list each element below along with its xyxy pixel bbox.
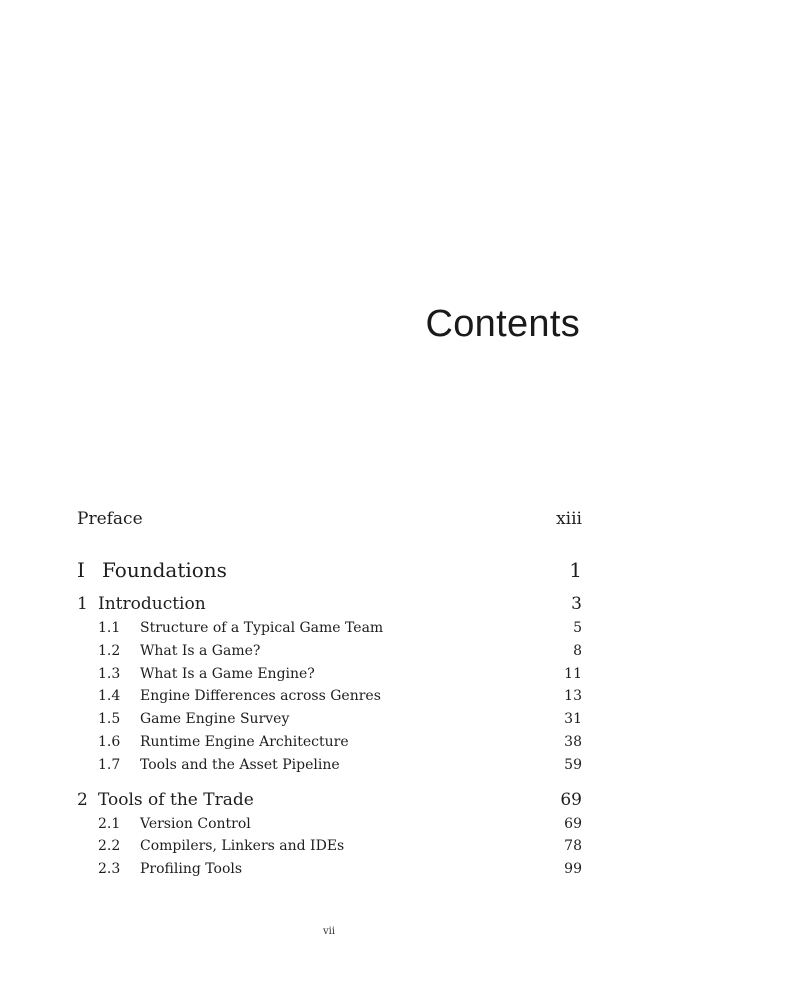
toc-section-number: 1.1 <box>98 620 121 636</box>
toc-section-title: What Is a Game? <box>140 642 261 659</box>
toc-section-number: 1.7 <box>98 756 121 773</box>
toc-part-number: I <box>77 558 85 582</box>
toc-section-2-2[interactable] <box>77 835 582 858</box>
toc-part-1[interactable] <box>77 555 582 585</box>
toc-section-title: Profiling Tools <box>140 861 243 878</box>
page-title: Contents <box>425 303 580 346</box>
toc-section-2-3[interactable] <box>77 858 582 881</box>
toc-section-1-3[interactable] <box>77 663 582 686</box>
toc-part-title: Foundations <box>102 558 227 582</box>
table-of-contents <box>77 506 582 881</box>
toc-section-title: Game Engine Survey <box>140 711 290 728</box>
toc-section-2-1[interactable] <box>77 813 582 836</box>
toc-page-number: 69 <box>564 815 582 832</box>
toc-page-number: 78 <box>564 838 582 855</box>
toc-chapter-number: 2 <box>77 789 88 810</box>
toc-page-number: 31 <box>564 711 582 728</box>
toc-page-number: 5 <box>573 620 582 636</box>
toc-section-1-1[interactable] <box>77 617 582 640</box>
toc-page-number: 8 <box>573 642 582 659</box>
toc-section-number: 1.6 <box>98 733 121 750</box>
toc-chapter-title: Tools of the Trade <box>98 789 254 810</box>
toc-chapter-title: Introduction <box>98 594 206 614</box>
toc-page-number: 59 <box>564 756 582 773</box>
toc-section-1-4[interactable] <box>77 685 582 708</box>
toc-page-number: 11 <box>564 665 582 682</box>
page-number-footer: vii <box>322 926 336 937</box>
toc-section-title: Runtime Engine Architecture <box>140 733 349 750</box>
toc-section-1-5[interactable] <box>77 708 582 731</box>
toc-page-number: 69 <box>560 789 582 810</box>
toc-section-title: What Is a Game Engine? <box>140 665 315 682</box>
toc-section-number: 1.5 <box>98 711 121 728</box>
toc-section-number: 2.3 <box>98 861 121 878</box>
toc-section-1-2[interactable] <box>77 640 582 663</box>
toc-page-number: 99 <box>564 861 582 878</box>
toc-section-title: Tools and the Asset Pipeline <box>140 756 340 773</box>
toc-entry-title: Preface <box>77 509 143 529</box>
toc-page-number: 1 <box>569 558 582 582</box>
toc-section-1-6[interactable] <box>77 731 582 754</box>
toc-chapter-2[interactable] <box>77 787 582 813</box>
toc-section-title: Version Control <box>140 815 251 832</box>
toc-section-number: 2.2 <box>98 838 121 855</box>
toc-entry-preface[interactable] <box>77 506 582 532</box>
toc-page-number: 13 <box>564 688 582 705</box>
toc-page-number: 38 <box>564 733 582 750</box>
toc-chapter-number: 1 <box>77 594 88 614</box>
toc-section-1-7[interactable] <box>77 754 582 777</box>
toc-section-title: Structure of a Typical Game Team <box>140 620 384 636</box>
toc-section-number: 2.1 <box>98 815 121 832</box>
toc-page-number: xiii <box>556 509 582 529</box>
toc-section-number: 1.3 <box>98 665 121 682</box>
toc-chapter-1[interactable] <box>77 591 582 617</box>
toc-section-number: 1.2 <box>98 642 121 659</box>
toc-section-number: 1.4 <box>98 688 121 705</box>
toc-page-number: 3 <box>571 594 582 614</box>
toc-section-title: Engine Differences across Genres <box>140 688 381 705</box>
toc-section-title: Compilers, Linkers and IDEs <box>140 838 345 855</box>
